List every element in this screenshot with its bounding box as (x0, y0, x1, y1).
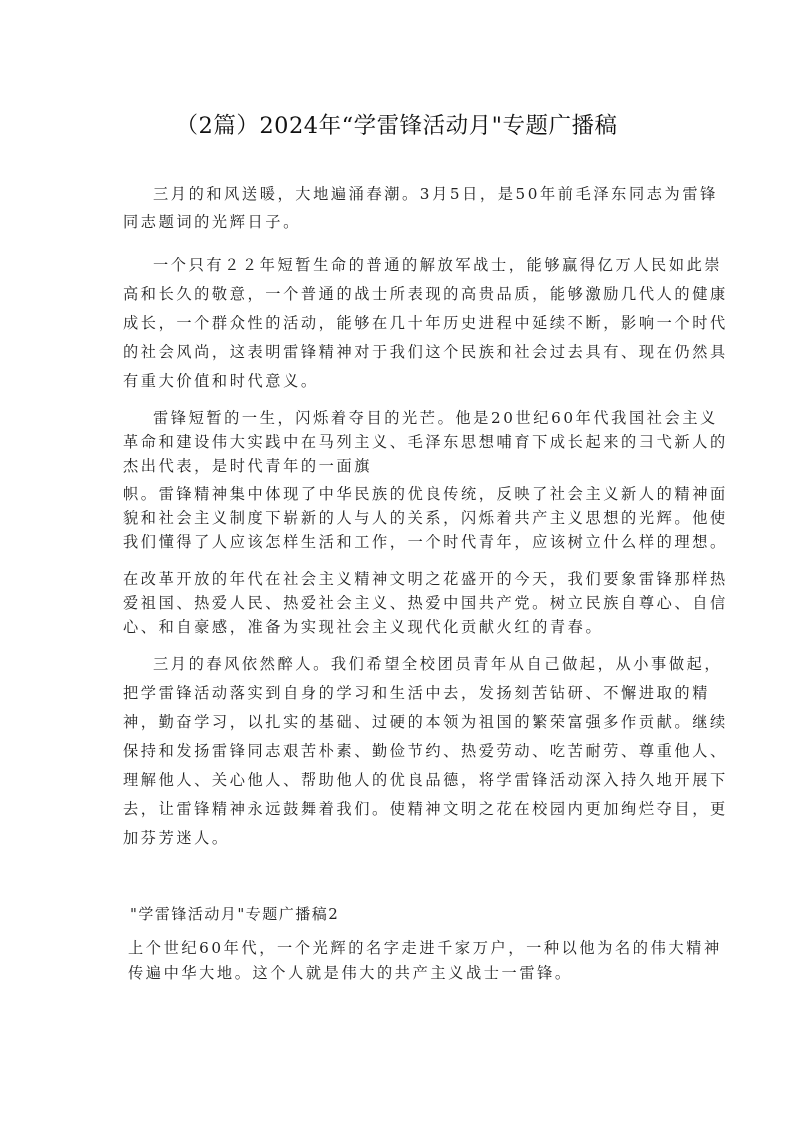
paragraph-2-line-4: 的社会风尚，这表明雷锋精神对于我们这个民族和社会过去具有、现在仍然具 (123, 343, 728, 361)
section-2-line-1: 上个世纪60年代，一个光辉的名字走进千家万户，一种以他为名的伟大精神 (128, 939, 722, 957)
paragraph-2-line-2: 高和长久的敬意，一个普通的战士所表现的高贵品质，能够激励几代人的健康 (123, 285, 728, 303)
paragraph-4-line-2: 爱祖国、热爱人民、热爱社会主义、热爱中国共产党。树立民族自尊心、自信 (123, 594, 728, 612)
paragraph-4-line-3: 心、和自豪感，准备为实现社会主义现代化贡献火红的青春。 (123, 618, 604, 636)
section-2-line-2: 传遍中华大地。这个人就是伟大的共产主义战士一雷锋。 (128, 964, 573, 982)
paragraph-2-line-1: 一个只有２２年短暂生命的普通的解放军战士，能够赢得亿万人民如此崇 (153, 256, 723, 274)
paragraph-1-line-2: 同志题词的光辉日子。 (123, 213, 301, 231)
paragraph-3-line-4: 帜。雷锋精神集中体现了中华民族的优良传统，反映了社会主义新人的精神面 (123, 485, 728, 503)
paragraph-5-line-2: 把学雷锋活动落实到自身的学习和生活中去，发扬刻苦钻研、不懈进取的精 (123, 684, 710, 702)
paragraph-3-line-5: 貌和社会主义制度下崭新的人与人的关系，闪烁着共产主义思想的光辉。他使 (123, 509, 728, 527)
paragraph-2-line-3: 成长，一个群众性的活动，能够在几十年历史进程中延续不断，影响一个时代 (123, 314, 728, 332)
paragraph-5-line-5: 理解他人、关心他人、帮助他人的优良品德，将学雷锋活动深入持久地开展下 (123, 771, 728, 789)
paragraph-1-line-1: 三月的和风送暖，大地遍涌春潮。3月5日，是50年前毛泽东同志为雷锋 (153, 185, 718, 203)
section-2-title: "学雷锋活动月"专题广播稿2 (130, 905, 340, 923)
paragraph-3-line-3: 杰出代表，是时代青年的一面旗 (123, 457, 373, 475)
paragraph-3-line-2: 革命和建设伟大实践中在马列主义、毛泽东思想哺育下成长起来的彐弋新人的 (123, 433, 728, 451)
paragraph-3-line-1: 雷锋短暂的一生，闪烁着夺目的光芒。他是20世纪60年代我国社会主义 (153, 409, 718, 427)
paragraph-3-line-6: 我们懂得了人应该怎样生活和工作，一个时代青年，应该树立什么样的理想。 (123, 533, 728, 551)
document-title: （2篇）2024年“学雷锋活动月"专题广播稿 (175, 113, 618, 139)
paragraph-5-line-3: 神，勤奋学习，以扎实的基础、过硬的本领为祖国的繁荣富强多作贡献。继续 (123, 713, 728, 731)
paragraph-5-line-6: 去，让雷锋精神永远鼓舞着我们。使精神文明之花在校园内更加绚烂夺目，更 (123, 800, 728, 818)
paragraph-5-line-4: 保持和发扬雷锋同志艰苦朴素、勤俭节约、热爱劳动、吃苦耐劳、尊重他人、 (123, 742, 728, 760)
paragraph-5-line-1: 三月的春风依然醉人。我们希望全校团员青年从自己做起，从小事做起， (153, 655, 723, 673)
paragraph-2-line-5: 有重大价值和时代意义。 (123, 372, 319, 390)
paragraph-5-line-7: 加芬芳迷人。 (123, 829, 230, 847)
paragraph-4-line-1: 在改革开放的年代在社会主义精神文明之花盛开的今天，我们要象雷锋那样热 (123, 570, 728, 588)
